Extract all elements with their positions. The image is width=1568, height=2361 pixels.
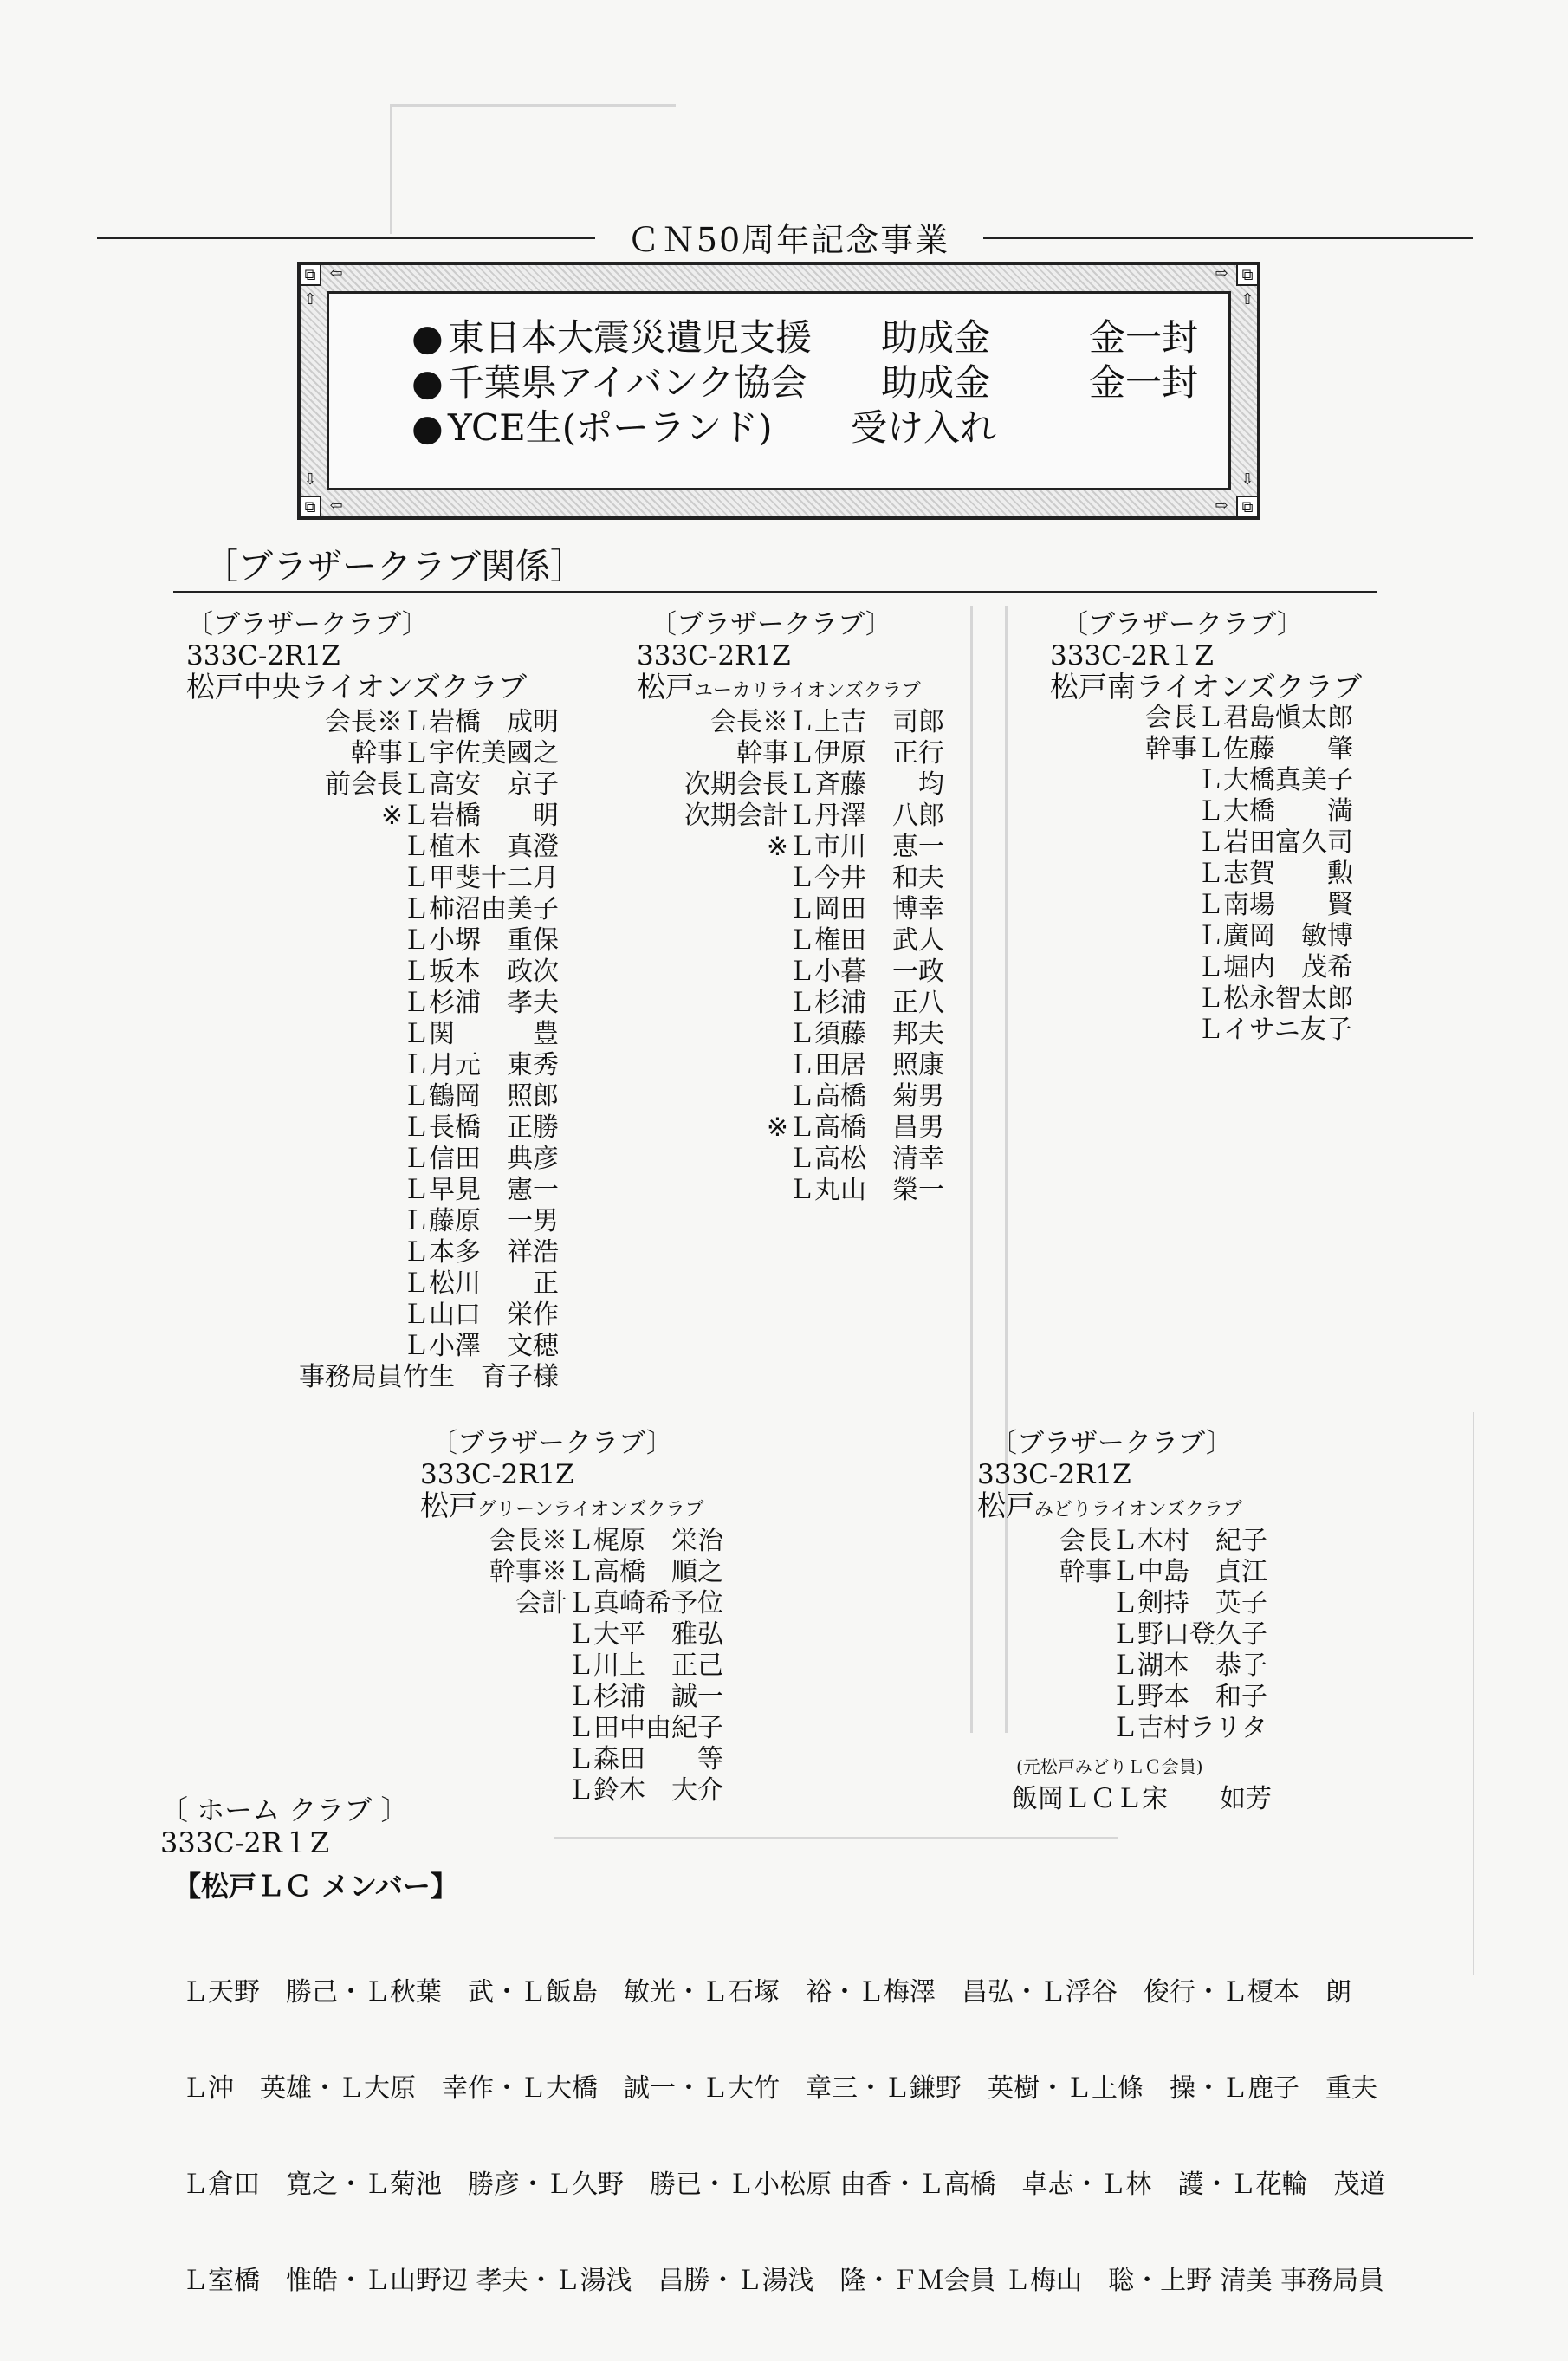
corner-icon: ⧉ [1236,263,1259,286]
member-title: 会計 [515,1588,567,1618]
bleed-through-mark [1473,1412,1474,1975]
member-title [1050,890,1197,921]
member-row [420,1744,723,1775]
member-row [977,1557,1272,1588]
member-row [186,894,559,925]
member-name: Ｌ湖本 恭子 [1111,1651,1267,1681]
member-title [186,988,403,1019]
member-row [186,1331,559,1362]
member-name: Ｌ松川 正 [403,1268,559,1299]
member-title: 会長※ [710,707,788,737]
member-name: Ｌ森田 等 [567,1744,723,1774]
member-row [637,957,944,988]
member-title: 幹事 [1059,1557,1111,1587]
member-title [637,988,788,1019]
member-row [1050,859,1362,890]
members-line: Ｌ室橋 惟皓・Ｌ山野辺 孝夫・Ｌ湯浅 昌勝・Ｌ湯浅 隆・ＦＭ会員 Ｌ梅山 聡・上野 清美 事務局員 [182,2266,1385,2296]
member-name: Ｌ今井 和夫 [788,863,944,893]
member-title [1050,921,1197,952]
member-title [186,1019,403,1050]
bullet-icon: ● [411,406,444,449]
club-block [637,609,944,1206]
member-list [186,707,559,1393]
member-row [420,1713,723,1744]
member-title [977,1682,1111,1713]
member-name: Ｌ野本 和子 [1111,1682,1267,1712]
club-name-text: 松戸 [977,1489,1034,1522]
member-title [977,1588,1111,1619]
member-title [637,894,788,925]
member-list [977,1526,1272,1744]
member-title: 幹事※ [489,1557,567,1587]
corner-icon: ⧉ [299,263,321,286]
home-club-block [160,1793,458,1903]
member-title [186,894,403,925]
member-name: Ｌ佐藤 肇 [1197,734,1353,764]
members-heading: 【松戸ＬＣ メンバー】 [173,1870,458,1903]
member-title: 会長 [1059,1526,1111,1556]
member-title [977,1619,1111,1651]
member-row [1050,734,1362,765]
member-row [637,801,944,832]
member-row [186,1300,559,1331]
club-block [186,609,559,1393]
member-row [420,1526,723,1557]
member-row [977,1619,1272,1651]
home-club-tag: 〔 ホーム クラブ 〕 [160,1793,409,1826]
member-row [186,863,559,894]
member-title: 会長※ [325,707,403,737]
club-name [186,671,559,707]
member-name: Ｌ岡田 博幸 [788,894,944,924]
home-members-list [182,1912,1421,2361]
member-name: Ｌ中島 貞江 [1111,1557,1267,1587]
heading-rule [173,591,1377,593]
member-title [1050,983,1197,1015]
project-name: 千葉県アイバンク協会 [448,361,807,404]
member-name: Ｌ権田 武人 [788,925,944,956]
project-item [411,360,1245,405]
member-name: Ｌ木村 紀子 [1111,1526,1267,1556]
member-name: Ｌ丸山 榮一 [788,1175,944,1205]
member-list [1050,703,1362,1046]
member-title: 会長 [1145,703,1197,733]
member-name: Ｌ丹澤 八郎 [788,801,944,831]
member-title [186,1331,403,1362]
club-name [637,671,944,707]
member-title [420,1651,567,1682]
member-row [186,1081,559,1112]
member-row [420,1619,723,1651]
member-row [637,1019,944,1050]
member-name: Ｌ信田 典彦 [403,1144,559,1174]
member-row [1050,952,1362,983]
member-row [637,1144,944,1175]
member-title [186,1268,403,1300]
member-row [1050,827,1362,859]
club-block [977,1428,1272,1815]
bullet-icon: ● [411,361,444,404]
member-row [637,1081,944,1112]
member-title [186,1112,403,1144]
member-name: Ｌ甲斐十二月 [403,863,559,893]
member-title [1050,859,1197,890]
member-name: Ｌ小暮 一政 [788,957,944,987]
member-title: ※ [766,832,788,862]
members-line: Ｌ天野 勝己・Ｌ秋葉 武・Ｌ飯島 敏光・Ｌ石塚 裕・Ｌ梅澤 昌弘・Ｌ浮谷 俊行・Ｌ榎本 朗 [182,1977,1351,2007]
member-row [1050,1015,1362,1046]
arrow-left-icon: ⇦ [329,496,343,515]
member-title [420,1619,567,1651]
corner-icon: ⧉ [1236,496,1259,518]
project-frame [297,262,1260,520]
member-row [420,1651,723,1682]
member-title [637,1144,788,1175]
member-title [186,1144,403,1175]
club-name-small: みどりライオンズクラブ [1034,1499,1243,1521]
member-name: Ｌ大橋 満 [1197,796,1353,827]
member-title [420,1713,567,1744]
member-name: Ｌ高松 清幸 [788,1144,944,1174]
member-title [1050,1015,1197,1046]
member-name: Ｌ斉藤 均 [788,769,944,800]
member-name: Ｌ柿沼由美子 [403,894,559,924]
club-district: 333C-2R1Z [186,640,340,671]
member-row [186,738,559,769]
member-name: Ｌ杉浦 孝夫 [403,988,559,1018]
arrow-down-icon: ⇩ [1241,470,1254,489]
member-title [637,1019,788,1050]
member-name: Ｌ岩田富久司 [1197,827,1353,858]
member-row [186,988,559,1019]
member-name: Ｌ藤原 一男 [403,1206,559,1236]
member-title: 幹事 [351,738,403,769]
project-amount: 金一封 [1089,361,1199,404]
member-name: Ｌ杉浦 誠一 [567,1682,723,1712]
member-name: Ｌ伊原 正行 [788,738,944,769]
club-district: 333C-2R1Z [420,1459,574,1490]
member-title [637,1081,788,1112]
member-name: Ｌ高橋 順之 [567,1557,723,1587]
member-row [186,1144,559,1175]
club-district: 333C-2R1Z [977,1459,1131,1490]
section-title: ＣＮ50周年記念事業 [626,221,950,259]
member-name: Ｌ君島愼太郎 [1197,703,1353,733]
member-title: ※ [380,801,403,831]
member-row [1050,703,1362,734]
arrow-right-icon: ⇨ [1215,264,1228,282]
member-name: Ｌ市川 恵一 [788,832,944,862]
member-title [1050,827,1197,859]
project-type: 受け入れ [851,406,997,449]
member-row [186,957,559,988]
member-name: Ｌ川上 正己 [567,1651,723,1681]
member-title [1050,952,1197,983]
member-row [186,1237,559,1268]
member-row [1050,983,1362,1015]
member-row [637,925,944,957]
member-title: 前会長 [325,769,403,800]
club-district: 333C-2R1Z [637,640,791,671]
arrow-up-icon: ⇧ [303,290,317,308]
member-row [420,1682,723,1713]
member-row [1050,890,1362,921]
project-type: 助成金 [881,316,991,359]
club-name-small: グリーンライオンズクラブ [477,1499,704,1521]
member-title [1050,796,1197,827]
brother-club-heading: ［ブラザークラブ関係］ [204,547,585,587]
project-item [411,405,1245,451]
member-row [186,769,559,801]
member-name: Ｌ高橋 昌男 [788,1112,944,1143]
project-name: YCE生(ポーランド) [448,406,773,449]
member-title [186,1081,403,1112]
member-title [637,925,788,957]
member-name: Ｌ南場 賢 [1197,890,1353,920]
club-block [1050,609,1362,1046]
member-row [637,1112,944,1144]
member-name: Ｌ岩橋 明 [403,801,559,831]
member-title: 幹事 [736,738,788,769]
club-block [420,1428,723,1806]
member-name: Ｌ本多 祥浩 [403,1237,559,1268]
member-title [420,1682,567,1713]
arrow-up-icon: ⇧ [1241,290,1254,308]
member-row [977,1713,1272,1744]
arrow-left-icon: ⇦ [329,264,343,282]
member-name: Ｌ大橋真美子 [1197,765,1353,795]
member-title [977,1651,1111,1682]
member-name: 竹生 育子様 [403,1362,559,1392]
member-name: Ｌ植木 真澄 [403,832,559,862]
bleed-through-mark [390,104,676,107]
member-row [1050,921,1362,952]
member-row [637,707,944,738]
member-title [186,832,403,863]
member-name: Ｌ松永智太郎 [1197,983,1353,1014]
member-row [186,832,559,863]
member-name: Ｌ田中由紀子 [567,1713,723,1743]
member-name: Ｌ廣岡 敏博 [1197,921,1353,951]
member-row [186,707,559,738]
arrow-right-icon: ⇨ [1215,496,1228,515]
member-title [977,1713,1111,1744]
member-name: Ｌ梶原 栄治 [567,1526,723,1556]
member-title [1050,765,1197,796]
member-title: 会長※ [489,1526,567,1556]
member-row [186,1362,559,1393]
member-row [186,925,559,957]
member-row [1050,765,1362,796]
bleed-through-mark [970,606,973,1733]
project-item [411,315,1245,360]
club-tag: 〔ブラザークラブ〕 [650,609,892,640]
member-name: Ｌ上吉 司郎 [788,707,944,737]
member-name: Ｌ剣持 英子 [1111,1588,1267,1618]
member-list [637,707,944,1206]
member-row [186,1019,559,1050]
member-name: Ｌ坂本 政次 [403,957,559,987]
member-name: Ｌ田居 照康 [788,1050,944,1080]
project-frame-inner [327,291,1231,490]
member-name: Ｌ宋 如芳 [1116,1784,1272,1814]
member-name: Ｌ野口登久子 [1111,1619,1267,1650]
member-name: Ｌ小堺 重保 [403,925,559,956]
member-title [186,1237,403,1268]
member-row [186,801,559,832]
club-name [977,1490,1272,1526]
club-name-text: 松戸 [637,670,694,704]
member-name: Ｌ真崎希予位 [567,1588,723,1618]
member-title: 次期会計 [684,801,788,831]
member-row [637,863,944,894]
member-name: Ｌ鶴岡 照郎 [403,1081,559,1112]
member-row [186,1175,559,1206]
member-name: Ｌ吉村ラリタ [1111,1713,1267,1743]
member-row [637,988,944,1019]
club-district: 333C-2R１Z [1050,640,1214,671]
member-row [977,1588,1272,1619]
club-name-small: ユーカリライオンズクラブ [694,680,921,702]
member-title [186,957,403,988]
member-name: Ｌ高安 京子 [403,769,559,800]
member-row [420,1557,723,1588]
club-name-text: 松戸 [420,1489,477,1522]
bleed-through-mark [554,1837,1118,1839]
member-row [186,1050,559,1081]
club-name: 松戸南ライオンズクラブ [1050,670,1363,704]
former-member-note: (元松戸みどりＬＣ会員) [1016,1756,1203,1777]
member-title: ※ [766,1112,788,1143]
members-line: Ｌ沖 英雄・Ｌ大原 幸作・Ｌ大橋 誠一・Ｌ大竹 章三・Ｌ鎌野 英樹・Ｌ上條 操・Ｌ鹿子 重夫 [182,2073,1377,2104]
club-tag: 〔ブラザークラブ〕 [186,609,429,640]
member-name: Ｌ鈴木 大介 [567,1775,723,1806]
member-title: 飯岡ＬＣ [1012,1784,1116,1814]
member-row [977,1651,1272,1682]
member-row [637,894,944,925]
members-line: Ｌ倉田 寛之・Ｌ菊池 勝彦・Ｌ久野 勝已・Ｌ小松原 由香・Ｌ高橋 卓志・Ｌ林 護・Ｌ花輪 茂道 [182,2170,1386,2200]
club-name [420,1490,723,1526]
member-row [420,1775,723,1806]
member-name: Ｌ関 豊 [403,1019,559,1049]
member-name: Ｌ須藤 邦夫 [788,1019,944,1049]
member-name: Ｌ早見 憲一 [403,1175,559,1205]
member-name: Ｌ月元 東秀 [403,1050,559,1080]
member-row [1050,796,1362,827]
member-title [637,957,788,988]
club-tag: 〔ブラザークラブ〕 [431,1428,673,1459]
corner-icon: ⧉ [299,496,321,518]
member-row [637,769,944,801]
member-name: Ｌ杉浦 正八 [788,988,944,1018]
member-row [977,1784,1272,1815]
member-name: Ｌ大平 雅弘 [567,1619,723,1650]
member-title [186,1050,403,1081]
member-title: 幹事 [1145,734,1197,764]
project-list [411,315,1245,451]
member-name: Ｌ堀内 茂希 [1197,952,1353,983]
member-name: Ｌ岩橋 成明 [403,707,559,737]
club-tag: 〔ブラザークラブ〕 [1061,609,1304,640]
title-rule-right [983,237,1473,239]
member-title: 次期会長 [684,769,788,800]
project-type: 助成金 [881,361,991,404]
arrow-down-icon: ⇩ [303,470,317,489]
member-name: Ｌ志賀 勲 [1197,859,1353,889]
member-title [420,1744,567,1775]
member-row [186,1268,559,1300]
member-title [637,1050,788,1081]
member-title [186,1175,403,1206]
member-name: Ｌイサニ友子 [1197,1015,1352,1045]
member-name: Ｌ宇佐美國之 [403,738,559,769]
member-name: Ｌ高橋 菊男 [788,1081,944,1112]
member-row [637,832,944,863]
member-title [186,925,403,957]
member-title [186,1206,403,1237]
member-name: Ｌ山口 栄作 [403,1300,559,1330]
title-rule-left [97,237,595,239]
project-amount: 金一封 [1089,316,1199,359]
project-amount [1059,405,1215,451]
member-row [186,1206,559,1237]
member-title [186,1300,403,1331]
bullet-icon: ● [411,316,444,359]
member-row [637,1175,944,1206]
club-name-text: 松戸中央ライオンズクラブ [186,670,528,704]
member-title: 事務局員 [299,1362,403,1392]
member-title [186,863,403,894]
member-name: Ｌ長橋 正勝 [403,1112,559,1143]
home-club-district: 333C-2R１Z [160,1826,330,1859]
member-title [637,1175,788,1206]
club-tag: 〔ブラザークラブ〕 [990,1428,1233,1459]
member-row [977,1526,1272,1557]
member-name: Ｌ小澤 文穂 [403,1331,559,1361]
member-list [420,1526,723,1806]
project-name: 東日本大震災遺児支援 [448,316,813,359]
member-row [637,1050,944,1081]
member-row [637,738,944,769]
member-row [420,1588,723,1619]
member-row [977,1682,1272,1713]
bleed-through-mark [390,104,392,234]
member-title [637,863,788,894]
member-row [186,1112,559,1144]
